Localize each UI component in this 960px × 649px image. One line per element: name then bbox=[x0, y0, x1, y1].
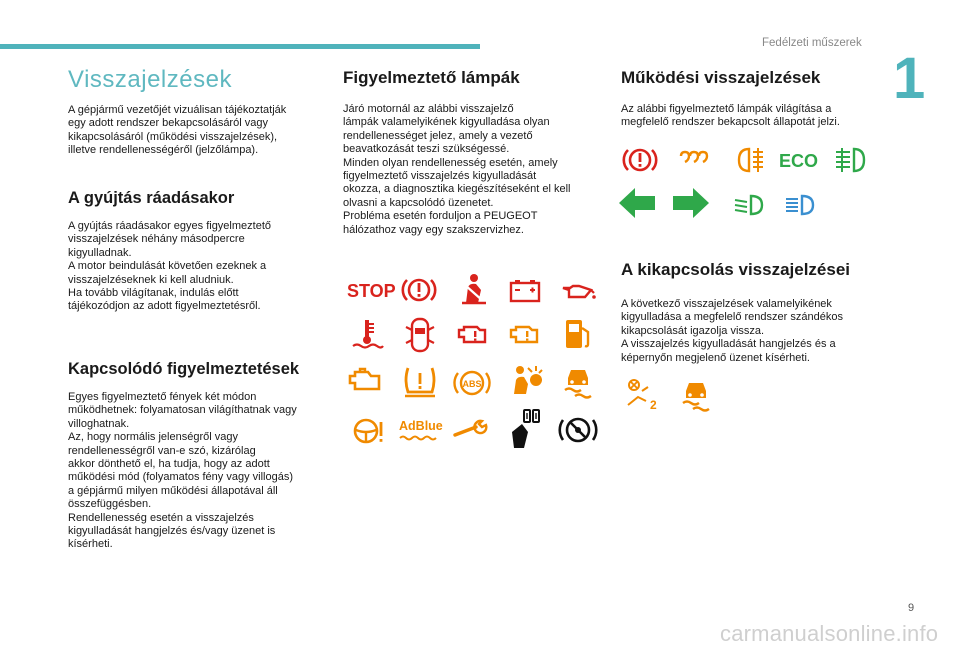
section-ignition bbox=[68, 189, 328, 314]
adblue-icon-label: AdBlue bbox=[399, 419, 443, 433]
column-indicators bbox=[68, 66, 328, 158]
engine-fault-icon bbox=[346, 366, 384, 394]
brake-warning-red-icon bbox=[623, 145, 657, 175]
ignition-text: A gyújtás ráadásakor egyes figyelmeztető visszajelzések néhány másodpercre kigyulladnak. A motor beindulását követően ezeknek a visszajelzéseknek ki kell aludniuk. Ha tovább világítanak, indulás előtt tájékozódjon az adott figyelmeztetésről. bbox=[68, 220, 272, 313]
page-number: 9 bbox=[908, 602, 915, 614]
page-title: Visszajelzések bbox=[68, 66, 232, 93]
power-steering-icon bbox=[347, 414, 385, 448]
door-open-icon bbox=[405, 316, 435, 354]
turn-right-icon bbox=[671, 186, 711, 220]
clutch-pedal-icon bbox=[506, 408, 542, 450]
glow-plug-icon bbox=[678, 150, 712, 170]
operation-indicators-text: Az alábbi figyelmeztető lámpák világítása a megfelelő rendszer bekapcsolt állapotát jelzi. bbox=[621, 103, 840, 129]
deactivation-heading: A kikapcsolás visszajelzései bbox=[621, 260, 851, 279]
svg-text:2: 2 bbox=[650, 398, 657, 412]
low-beam-icon bbox=[731, 194, 767, 216]
rear-fog-light-icon bbox=[733, 145, 767, 175]
seatbelt-icon bbox=[456, 273, 490, 305]
coolant-temperature-icon bbox=[350, 318, 384, 352]
section-deactivation bbox=[621, 260, 883, 365]
tyre-pressure-icon bbox=[400, 364, 440, 400]
watermark: carmanualsonline.info bbox=[720, 621, 939, 646]
eco-icon bbox=[778, 149, 820, 171]
warning-lamps-heading: Figyelmeztető lámpák bbox=[343, 68, 520, 87]
fuel-level-icon bbox=[562, 316, 592, 352]
stop-icon-label: STOP bbox=[347, 281, 396, 301]
chapter-number: 1 bbox=[893, 46, 926, 111]
column-warning-lamps bbox=[343, 68, 605, 237]
airbag-icon bbox=[508, 364, 544, 398]
section-related bbox=[68, 360, 328, 552]
turn-left-icon bbox=[617, 186, 657, 220]
warning-lamps-text: Járó motornál az alábbi visszajelző lámpák valamelyikének kigyulladása olyan rendellenességet jelez, amely a vezető beavatkozását teszi szükségessé. Minden olyan rendellenesség esetén, amely figyelmeztető visszajelzés kigyulladását okozza, a diagnosztika kiegészítéseként el kell olvasni a kapcsolódó üzenetet. Probléma esetén forduljon a PEUGEOT hálózathoz vagy egy szakszervizhez. bbox=[343, 103, 571, 236]
engine-warning-orange-icon bbox=[507, 320, 543, 348]
stability-control-icon bbox=[560, 364, 596, 400]
front-fog-light-icon bbox=[832, 145, 870, 175]
deactivation-text: A következő visszajelzések valamelyikének kigyulladása a megfelelő rendszer szándékos kikapcsolását igazolja vissza. A visszajelzés kigyulladását hangjelzés és a képernyőn megjelenő üzenet kísérheti. bbox=[621, 298, 843, 364]
stop-icon bbox=[346, 279, 396, 301]
chapter-title: Fedélzeti műszerek bbox=[762, 37, 862, 49]
ignition-heading: A gyújtás ráadásakor bbox=[68, 189, 235, 207]
engine-warning-red-icon bbox=[455, 320, 491, 348]
abs-icon-label: ABS bbox=[462, 379, 482, 389]
abs-icon bbox=[452, 366, 492, 400]
column-operation-indicators bbox=[621, 68, 883, 130]
steering-lock-icon bbox=[558, 412, 598, 448]
related-heading: Kapcsolódó figyelmeztetések bbox=[68, 360, 300, 378]
oil-pressure-icon bbox=[560, 280, 596, 302]
operation-indicators-heading: Működési visszajelzések bbox=[621, 68, 821, 87]
battery-icon bbox=[508, 278, 542, 304]
adblue-icon bbox=[398, 417, 442, 443]
related-text: Egyes figyelmeztető fények két módon működhetnek: folyamatosan világíthatnak vagy villoghatnak. Az, hogy normális jelenségről vagy rendellenességről van-e szó, kizárólag akkor dönthető el, ha tudja, hogy az adott működési mód (folyamatos fény vagy villogás) a gépjármű milyen működési állapotával áll összefüggésben. Rendellenesség esetén a visszajelzés kigyulladását hangjelzés és/vagy üzenet is kísérheti. bbox=[68, 391, 297, 551]
stability-control-off-icon bbox=[678, 377, 714, 413]
header-accent-bar bbox=[0, 44, 480, 49]
eco-icon-label: ECO bbox=[779, 151, 819, 171]
intro-text: A gépjármű vezetőjét vizuálisan tájékoztatják egy adott rendszer bekapcsolásáról vagy kikapcsolásáról (működési visszajelzések), illetve rendellenességéről (jelzőlámpa). bbox=[68, 104, 287, 157]
brake-warning-icon bbox=[402, 275, 436, 305]
high-beam-icon bbox=[782, 194, 818, 216]
airbag-off-icon bbox=[624, 377, 662, 413]
service-wrench-icon bbox=[452, 416, 490, 440]
